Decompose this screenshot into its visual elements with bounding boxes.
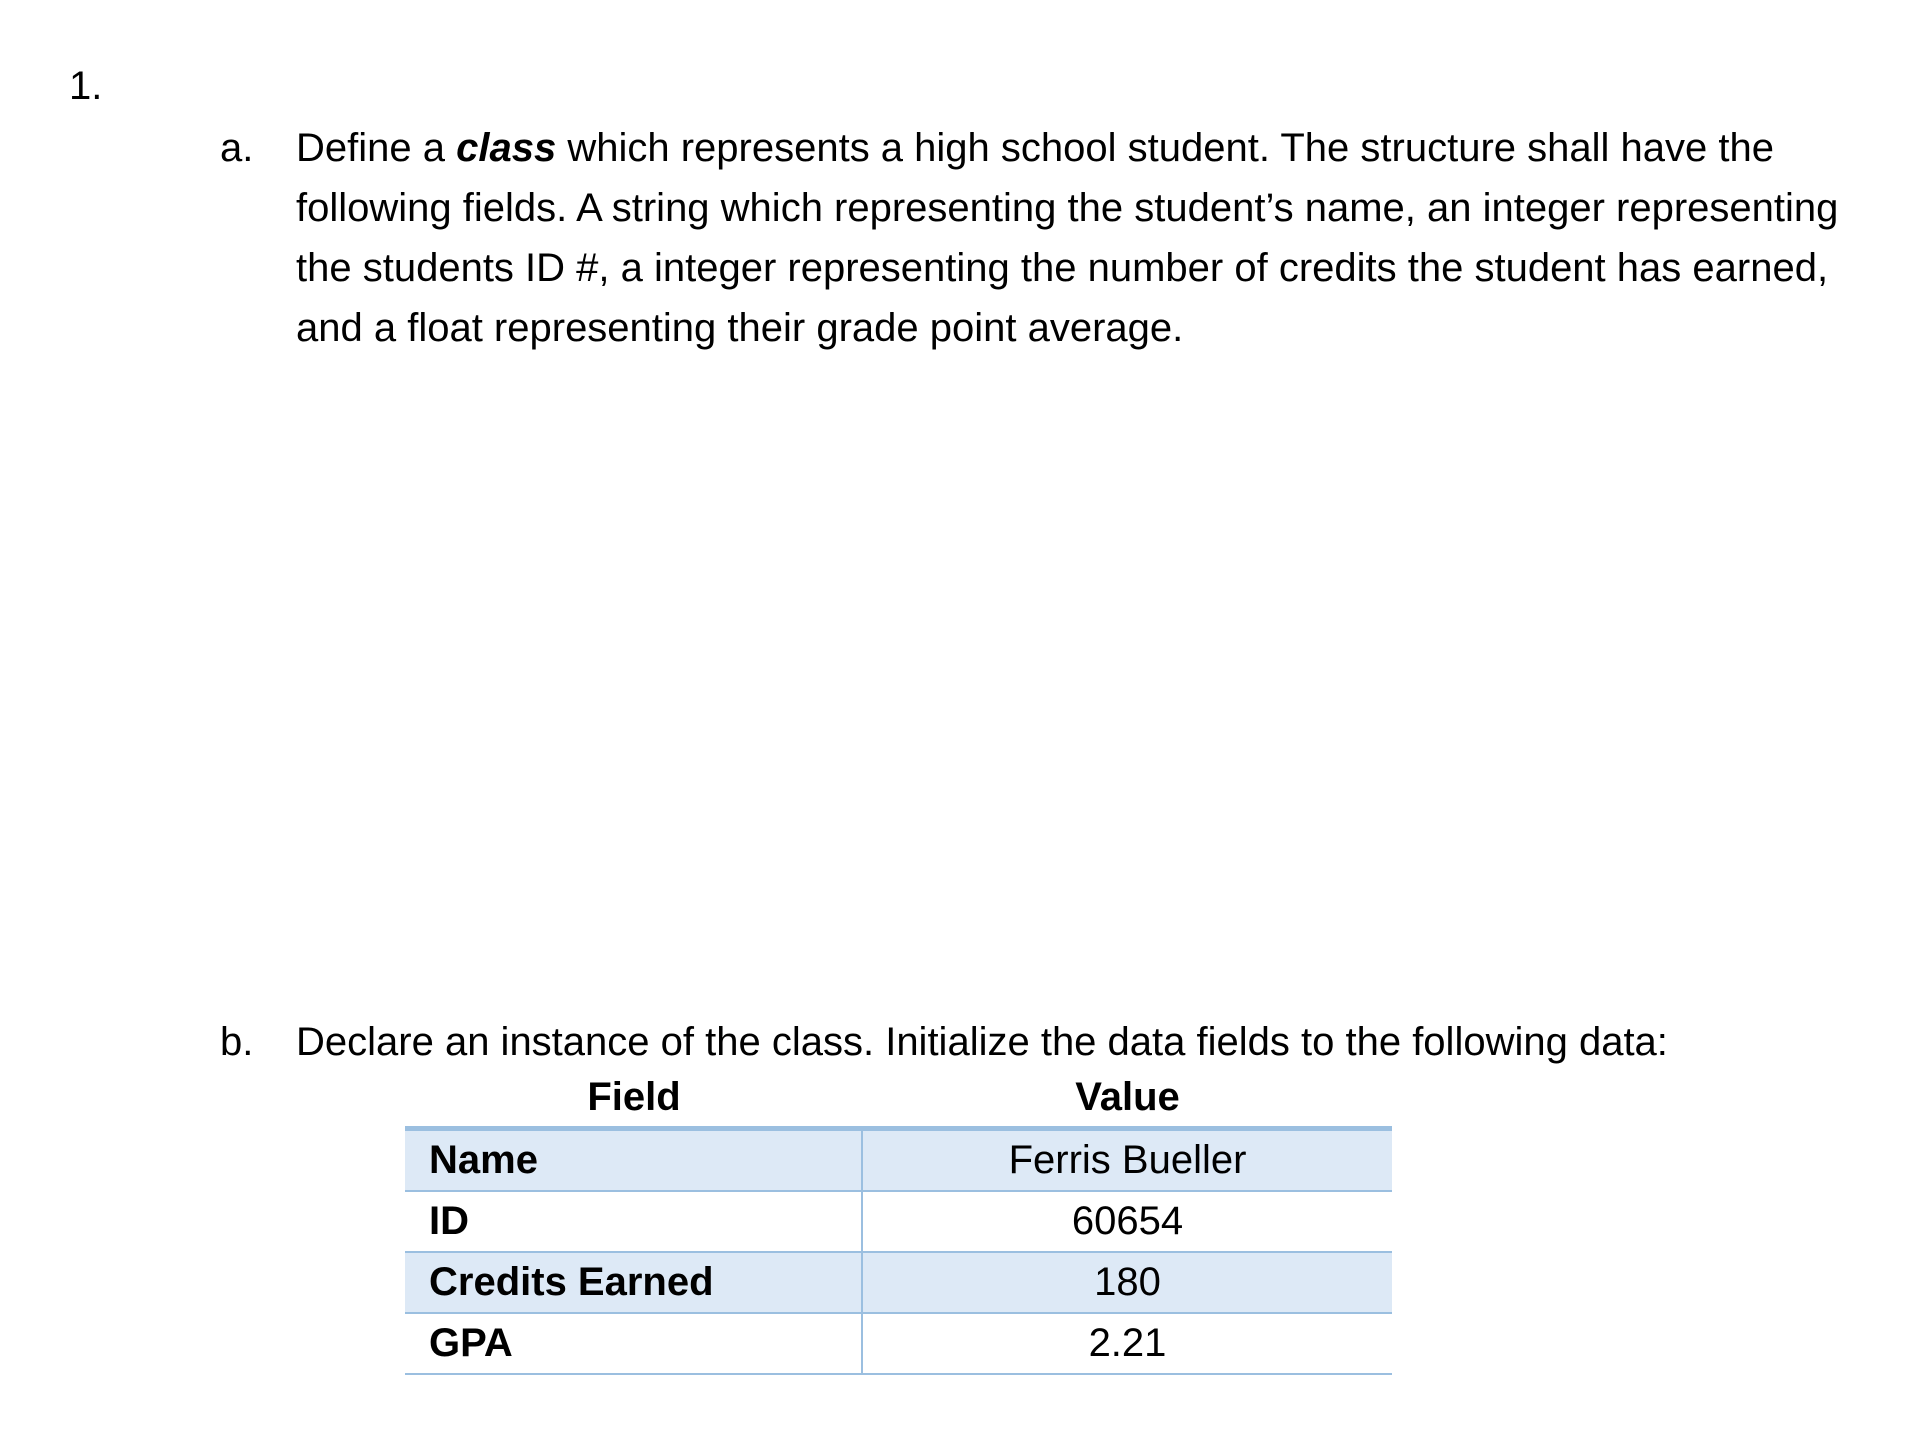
header-field: Field: [587, 1075, 681, 1119]
part-a-text-after: which represents a high school student. The structure shall have the following fields. A string which representing the student’s name, an integer representing the students ID #, a integer representing the number of credits the student has earned, and a float representing their grade point average.: [296, 126, 1839, 350]
table-row: [405, 1253, 1392, 1314]
table-row: [405, 1192, 1392, 1253]
table-row: [405, 1314, 1392, 1375]
row-field-id: ID: [405, 1192, 863, 1251]
part-a-text: [296, 118, 1856, 358]
table-header: [405, 1068, 1392, 1131]
part-a-text-before: Define a: [296, 126, 457, 170]
row-value-name: Ferris Bueller: [1008, 1138, 1247, 1182]
part-a-label: a.: [220, 126, 254, 170]
row-field-name: Name: [405, 1131, 863, 1190]
row-value-id: 60654: [1071, 1199, 1184, 1243]
part-a-keyword: class: [456, 126, 557, 170]
row-field-gpa: GPA: [405, 1314, 863, 1373]
row-value-gpa: 2.21: [1088, 1321, 1167, 1365]
row-field-credits: Credits Earned: [405, 1253, 863, 1312]
part-b-text: Declare an instance of the class. Initialize the data fields to the following data:: [296, 1020, 1668, 1064]
question-number: 1.: [69, 64, 103, 108]
student-data-table: [405, 1068, 1392, 1375]
table-row: [405, 1131, 1392, 1192]
part-b-label: b.: [220, 1020, 254, 1064]
header-value: Value: [1075, 1075, 1180, 1119]
row-value-credits: 180: [1094, 1260, 1161, 1304]
